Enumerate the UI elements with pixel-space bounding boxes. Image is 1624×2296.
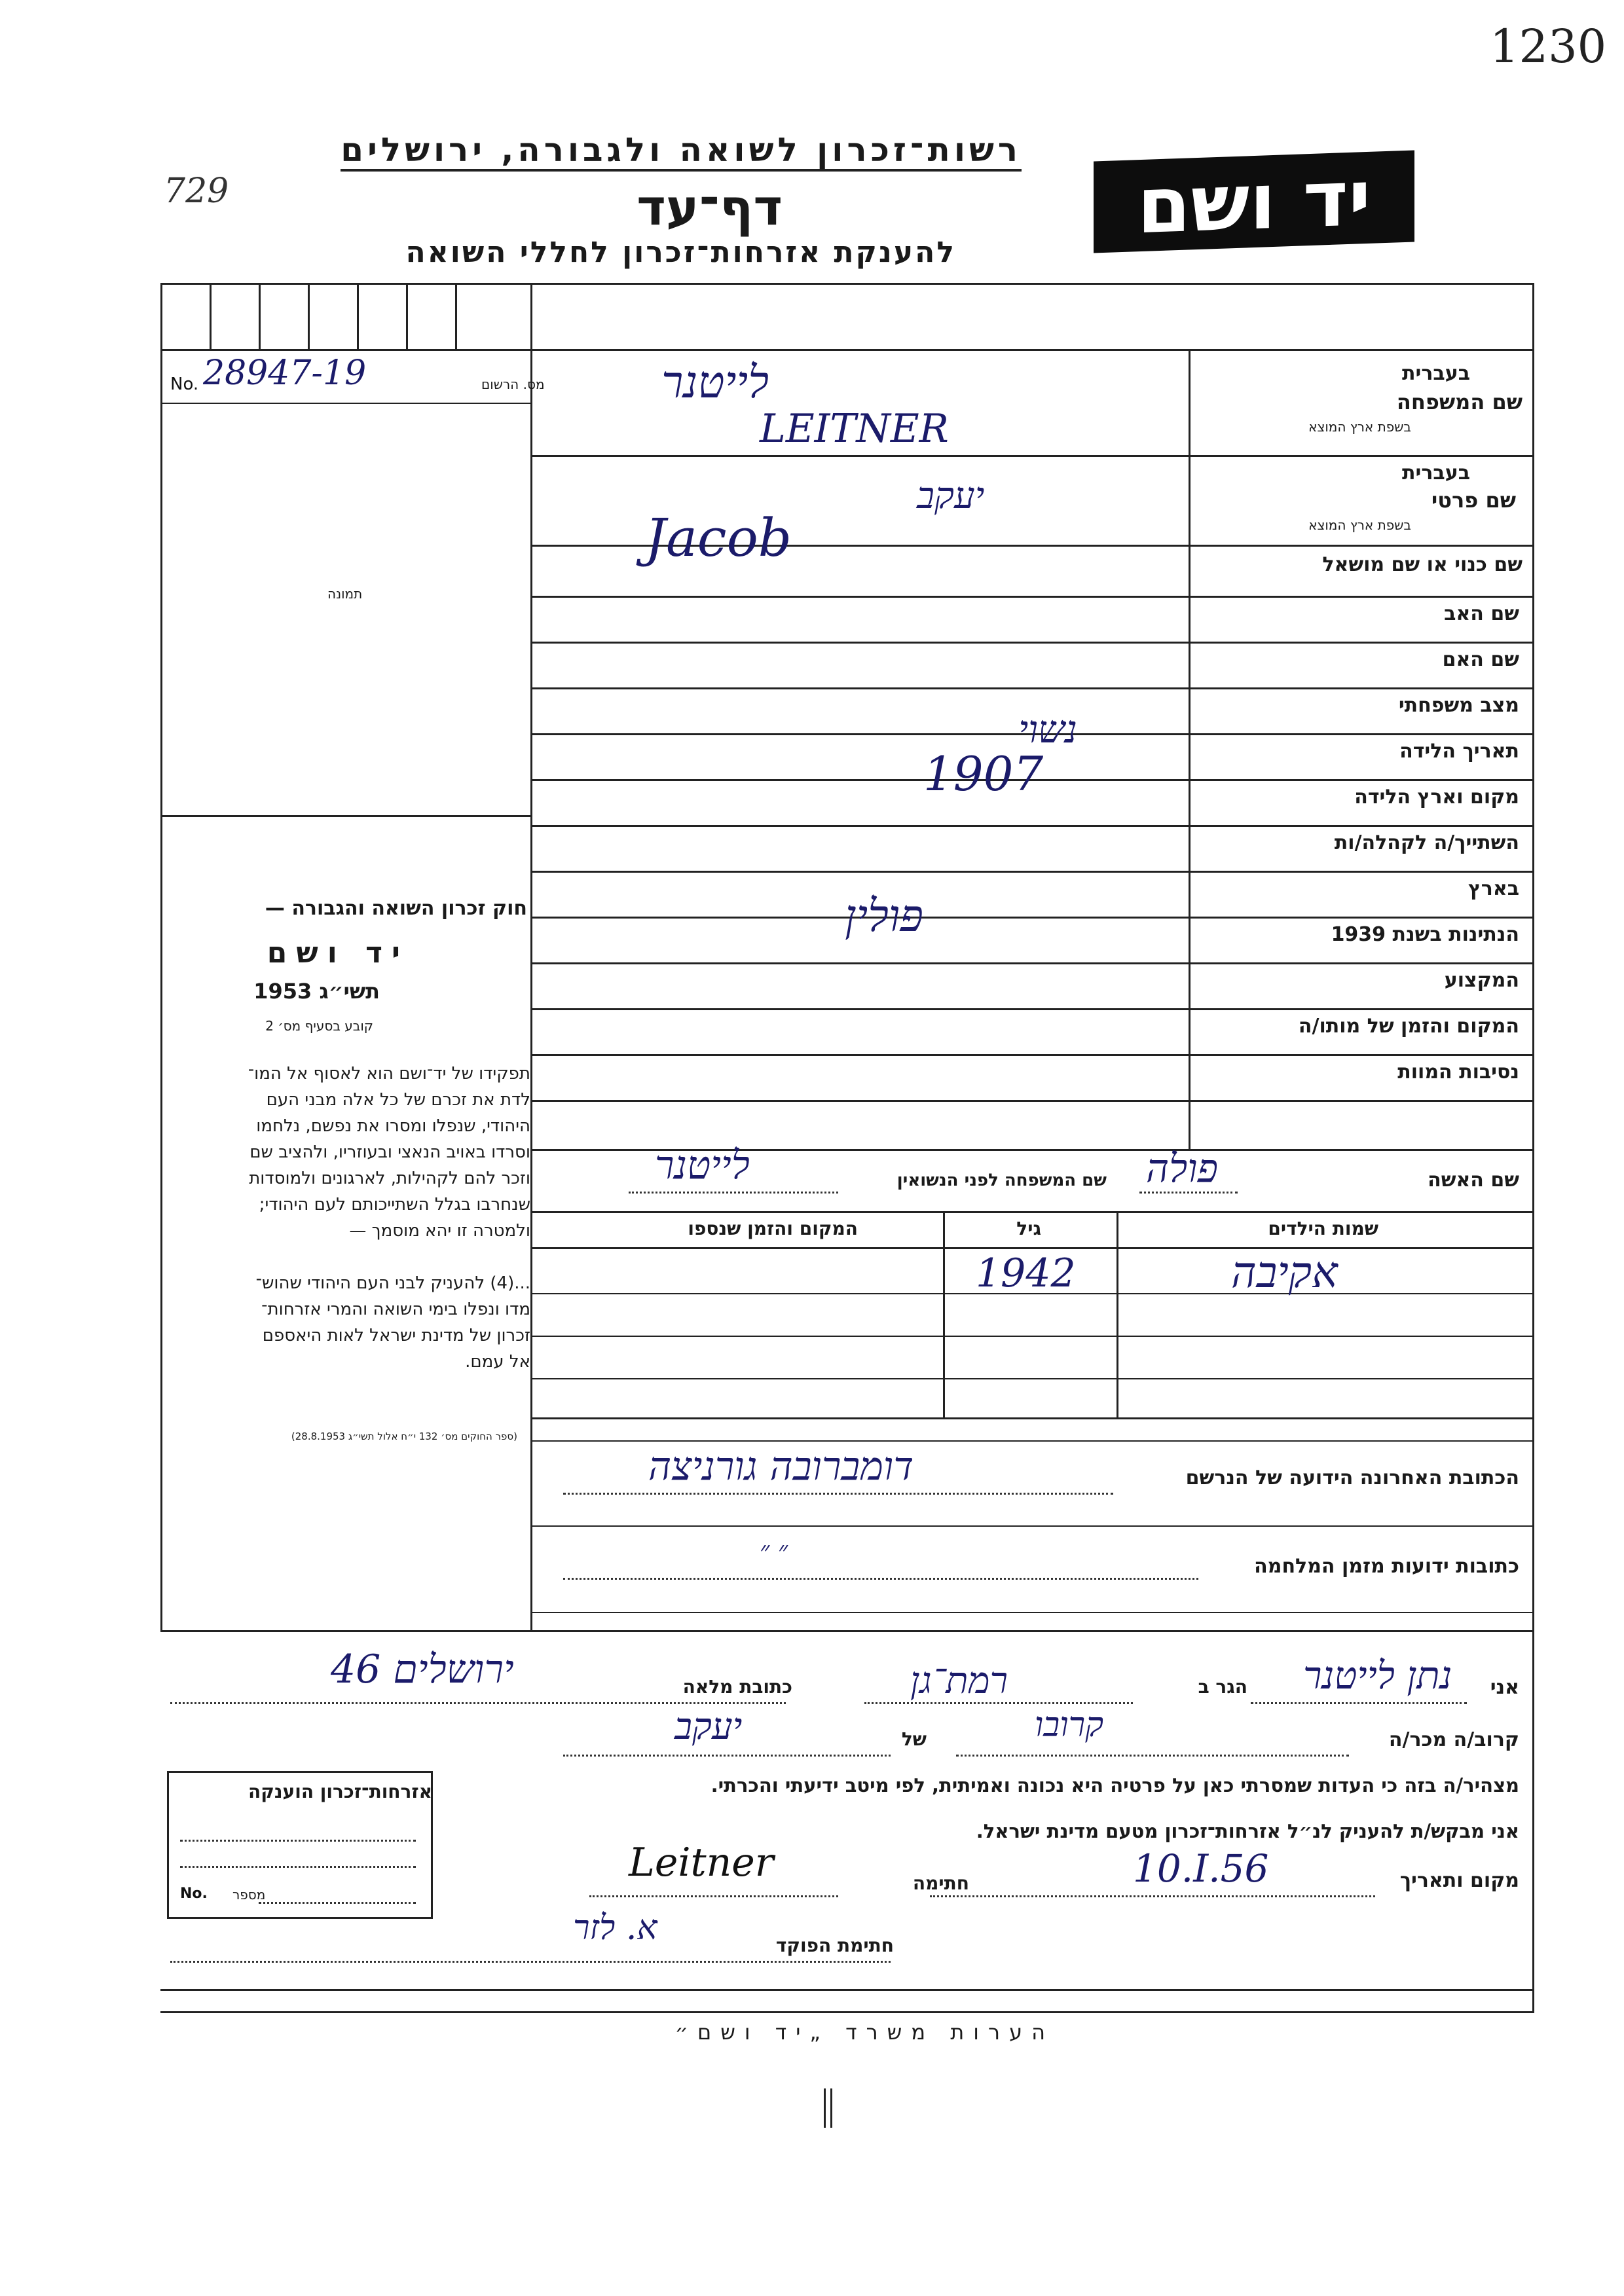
first-origin-label: בשפת ארץ המוצא xyxy=(1308,517,1411,533)
law-text-7: ולמטרה זו יהא מוסמך — xyxy=(349,1221,530,1241)
law-text-6: שנחרבו בגלל השתייכותם לעם היהודי; xyxy=(259,1195,530,1214)
last-address-label: הכתובת האחרונה הידועה של הנרשם xyxy=(1185,1467,1519,1489)
of-value: יעקב xyxy=(674,1705,743,1748)
award-box-title: אזרחות־זכרון הוענקה xyxy=(248,1781,432,1802)
first-name-label: שם פרטי xyxy=(1431,488,1516,513)
first-name-hebrew: יעקב xyxy=(917,475,985,517)
community-label: השתייך/ה לקהלה/ות xyxy=(1334,831,1519,854)
last-address-value: דומברובה גורניצה xyxy=(648,1444,914,1489)
birth-place-label: מקום וארץ הלידה xyxy=(1354,786,1519,809)
law-clause-3: זכרון של מדינת ישראל לאות היאספם xyxy=(262,1326,530,1345)
yad-vashem-logo: יד ושם xyxy=(1094,150,1414,253)
child-name: אקיבה xyxy=(1231,1247,1338,1298)
law-clause-2: מדו ונפלו בימי השואה והמרי אזרחות־ xyxy=(261,1300,530,1319)
award-number-label: מספר xyxy=(232,1887,266,1903)
officer-signature-label: חתימת הפוקד xyxy=(775,1935,894,1956)
law-clause-1: ...(4) להעניק לבני העם היהודי שהוש־ xyxy=(255,1273,530,1293)
office-notes-label: הערות משרד „יד ושם״ xyxy=(674,2020,1054,2045)
father-label: שם האב xyxy=(1444,602,1519,625)
children-age-label: גיל xyxy=(1016,1218,1041,1239)
of-label: של xyxy=(901,1728,927,1750)
declarant-address: ירושלים 46 xyxy=(331,1647,514,1692)
children-place-label: המקום והזמן שנספו xyxy=(688,1218,858,1239)
declarant-city: רמת־גן xyxy=(910,1660,1008,1702)
place-date-label: מקום ותאריך xyxy=(1399,1869,1519,1892)
maiden-name-value: לייטנר xyxy=(655,1142,750,1188)
family-hebrew-label: בעברית xyxy=(1402,362,1470,385)
award-no-label: No. xyxy=(180,1886,208,1902)
signature-label: חתימה xyxy=(912,1872,969,1894)
full-address-label: כתובת מלאה xyxy=(682,1676,792,1698)
death-circ-label: נסיבות המוות xyxy=(1397,1061,1519,1084)
citizenship-label: הנתינות בשנת 1939 xyxy=(1331,923,1519,946)
law-text-4: וסרדו באויב הנאצי ובעוזריו, ולהציב שם xyxy=(249,1142,530,1162)
law-text-1: תפקידו של יד־ושם הוא לאסוף אל המו־ xyxy=(248,1064,530,1084)
country-label: בארץ xyxy=(1467,877,1519,900)
family-origin-label: בשפת ארץ המוצא xyxy=(1308,419,1411,435)
law-clause-4: אל עמם. xyxy=(465,1352,530,1372)
registration-label: מס. הרשום xyxy=(481,376,545,392)
first-name-latin: Jacob xyxy=(645,507,792,568)
law-title: חוק זכרון השואה והגבורה — xyxy=(265,897,527,920)
birth-date-label: תאריך הלידה xyxy=(1399,740,1519,763)
child-age: 1942 xyxy=(976,1250,1076,1296)
relation-value: קרובו xyxy=(1035,1705,1104,1745)
declarant-signature: Leitner xyxy=(629,1840,774,1886)
form-title: דף־עד xyxy=(637,178,783,236)
relative-label: קרוב/ה מכר/ה xyxy=(1388,1728,1519,1751)
children-names-label: שמות הילדים xyxy=(1268,1218,1378,1239)
law-name: יד ושם xyxy=(267,936,409,970)
family-name-label: שם המשפחה xyxy=(1396,390,1522,414)
law-text-3: היהודי, שנפלו ומסרו את נפשם, נלחמו xyxy=(256,1116,530,1136)
nickname-label: שם כנוי או שם מושאל xyxy=(1322,553,1522,576)
law-section: קובע בסעיף מס׳ 2 xyxy=(265,1018,373,1034)
registration-no-label: No. xyxy=(170,374,199,394)
death-place-label: המקום והזמן של מותו/ה xyxy=(1298,1015,1519,1038)
margin-number: 729 xyxy=(164,172,229,211)
war-address-label: כתובות ידועות מזמן המלחמה xyxy=(1254,1555,1519,1578)
authority-line: רשות־זכרון לשואה ולגבורה, ירושלים xyxy=(341,131,1022,172)
form-subtitle: להענקת אזרחות־זכרון לחללי השואה xyxy=(405,236,956,269)
maiden-name-label: שם המשפחה לפני הנשואין xyxy=(896,1171,1107,1190)
family-name-latin: LEITNER xyxy=(760,406,949,452)
mother-label: שם האם xyxy=(1442,648,1519,671)
declarant-name: נתן לייטנר xyxy=(1303,1653,1452,1698)
profession-label: המקצוע xyxy=(1444,969,1519,992)
birth-year-value: 1907 xyxy=(923,746,1044,801)
registration-number: 28947-19 xyxy=(203,354,367,393)
marital-label: מצב משפחתי xyxy=(1398,694,1519,717)
wife-value: פולה xyxy=(1146,1146,1219,1192)
declaration-text: מצהיר/ה בזה כי העדות שמסרתי כאן על פרטיה היא נכונה ואמיתית, לפי מיטב ידיעתי והכרתי. xyxy=(710,1774,1519,1796)
request-text: אני מבקש/ת להעניק לנ״ל אזרחות־זכרון מטעם מדינת ישראל. xyxy=(976,1820,1519,1842)
law-text-2: לדת את זכרם של כל אלה מבני העם xyxy=(266,1090,530,1110)
country-value: פולין xyxy=(845,890,923,942)
photo-label: תמונה xyxy=(327,586,363,602)
archive-number: 1230 xyxy=(1490,20,1607,73)
first-hebrew-label: בעברית xyxy=(1402,462,1470,484)
war-address-value: ״ ״ xyxy=(760,1536,788,1566)
date-value: 10.I.56 xyxy=(1133,1846,1269,1891)
declarant-i-label: אני xyxy=(1490,1676,1519,1699)
officer-signature: א. לזר xyxy=(573,1908,657,1948)
law-text-5: וזכר להם לקהילות, לארגונים ולמוסדות xyxy=(249,1169,530,1188)
law-citation: (ספר החוקים מס׳ 132 י״ח אלול תשי״ג 28.8.1953) xyxy=(291,1430,517,1442)
family-name-hebrew: לייטנר xyxy=(661,357,769,409)
wife-label: שם האשה xyxy=(1428,1169,1519,1192)
resident-label: הגר ב xyxy=(1198,1676,1247,1698)
marital-value: נשוי xyxy=(1018,707,1077,752)
law-year: תשי״ג 1953 xyxy=(253,979,380,1004)
